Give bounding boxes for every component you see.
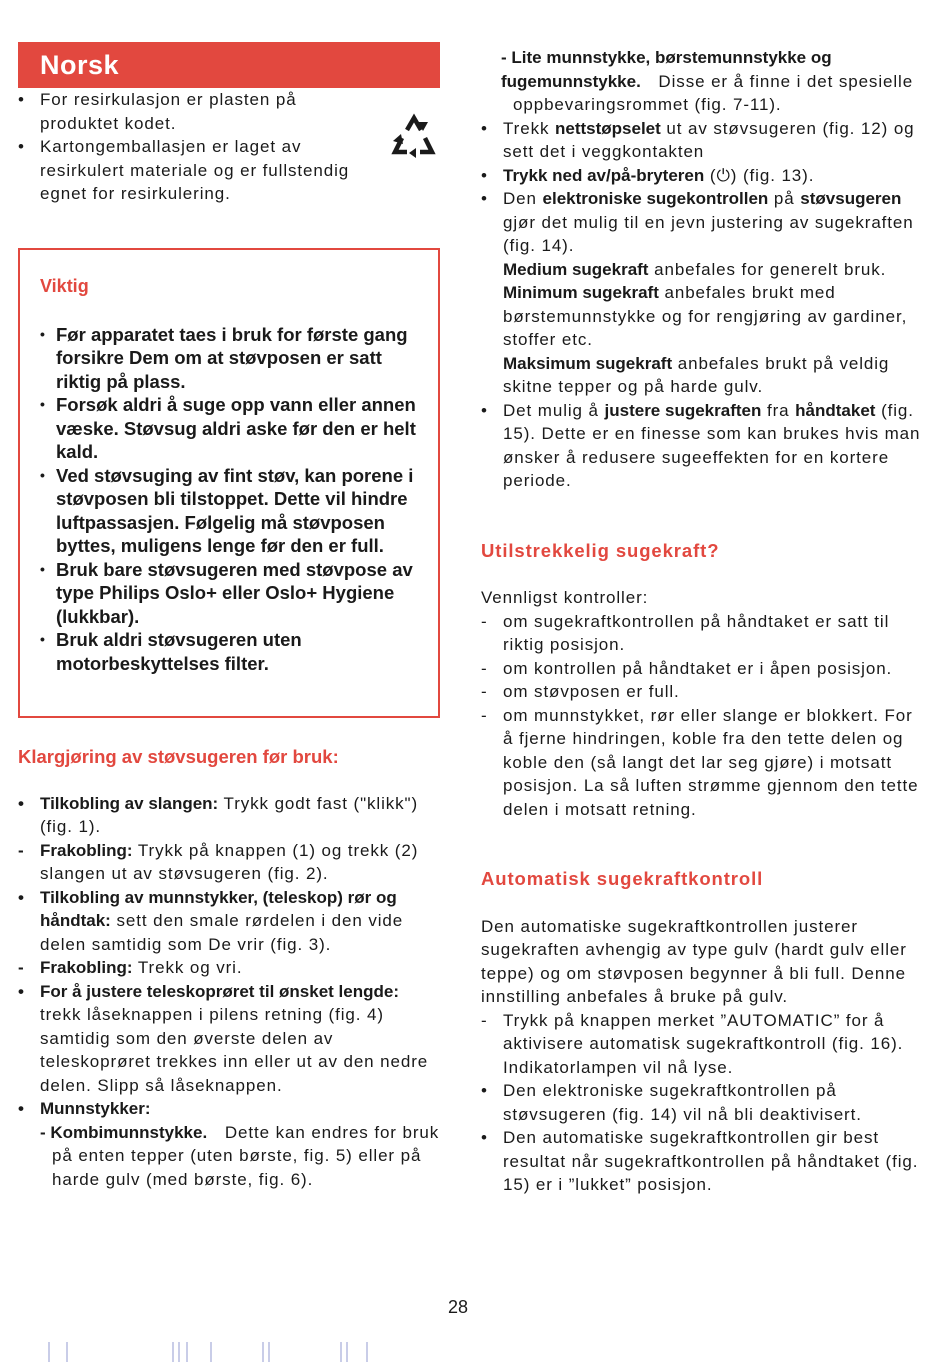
list-item: - om munnstykket, rør eller slange er blokkert. For å fjerne hindringen, koble fra den tette delen og koble den (så langt det lar seg gjøre) i motsatt posisjon. La så luften strømme gjennom den tette delen i motsatt retning. (481, 705, 919, 819)
list-item: • Tilkobling av munnstykker, (teleskop) rør og håndtak: sett den smale rørdelen i den vide delen samtidig som De vrir (fig. 3). (18, 887, 404, 954)
recycling-list (18, 88, 378, 206)
insufficient-intro: Vennligst kontroller: (481, 588, 649, 607)
list-item: • Tilkobling av slangen: Trykk godt fast ("klikk") (fig. 1). (18, 793, 419, 836)
page-number: 28 (448, 1297, 469, 1317)
suction-level: Maksimum sugekraft anbefales brukt på veldig skitne tepper og på harde gulv. (503, 353, 890, 396)
list-item: • Trekk nettstøpselet ut av støvsugeren (fig. 12) og sett det i veggkontakten (481, 118, 915, 161)
list-item: • Den automatiske sugekraftkontrollen gir best resultat når sugekraftkontrollen på håndtaket (fig. 15) er i ”lukket” posisjon. (481, 1128, 919, 1194)
suction-level: Medium sugekraft anbefales for generelt bruk. (503, 259, 887, 279)
list-item: - Trykk på knappen merket ”AUTOMATIC” for å aktivisere automatisk sugekraftkontroll (fig. 16). Indikatorlampen vil nå lyse. (481, 1010, 904, 1077)
left-column (18, 42, 440, 1191)
list-item: - om kontrollen på håndtaket er i åpen posisjon. (481, 658, 893, 678)
nozzle-item: - Kombimunnstykke. Dette kan endres for bruk på enten tepper (uten børste, fig. 5) eller på harde gulv (med børste, fig. 6). (40, 1122, 440, 1189)
usage-list (481, 117, 921, 493)
list-item: • For å justere teleskoprøret til ønsket lengde: trekk låseknappen i pilens retning (fig. 4) samtidig som den øverste delen av teleskoprøret trekkes inn eller ut av den nedre delen. Slipp så låseknappen. (18, 981, 429, 1095)
automatic-list (481, 1009, 921, 1197)
list-item: • Før apparatet taes i bruk for første gang forsikre Dem om at støvposen er satt riktig på plass. (40, 323, 408, 392)
section-heading-preparation: Klargjøring av støvsugeren før bruk: (18, 745, 339, 767)
list-item: • Bruk bare støvsugeren med støvpose av type Philips Oslo+ eller Oslo+ Hygiene (lukkbar). (40, 558, 413, 627)
list-item: • Ved støvsuging av fint støv, kan porene i støvposen bli tilstoppet. Dette vil hindre luftpassasjen. Følgelig må støvposen byttes, muligens lenge før den er full. (40, 464, 414, 556)
preparation-list (18, 792, 440, 1192)
section-heading-insufficient: Utilstrekkelig sugekraft? (481, 539, 720, 561)
automatic-intro: Den automatiske sugekraftkontrollen justerer sugekraften avhengig av type gulv (hardt gulv eller teppe) og om støvposen begynner å bli full. Denne innstilling anbefales å bruke på gulv. (481, 916, 907, 1006)
language-header (18, 42, 440, 88)
list-item: • Munnstykker: - Kombimunnstykke. Dette kan endres for bruk på enten tepper (uten børste, fig. 5) eller på harde gulv (med børste, fig. 6). (18, 1097, 440, 1191)
important-title: Viktig (40, 275, 89, 296)
list-item: • Bruk aldri støvsugeren uten motorbeskyttelses filter. (40, 629, 302, 674)
list-item: • Kartongemballasjen er laget av resirkulert materiale og er fullstendig egnet for resirkulering. (18, 137, 350, 203)
section-heading-automatic: Automatisk sugekraftkontroll (481, 868, 764, 889)
insufficient-list (481, 610, 921, 822)
list-item: • For resirkulasjon er plasten på produktet kodet. (18, 90, 297, 133)
list-item: • Den elektroniske sugekraftkontrollen på støvsugeren (fig. 14) vil nå bli deaktivisert. (481, 1081, 862, 1124)
list-item: - Frakobling: Trekk og vri. (18, 958, 243, 977)
list-item: - om støvposen er full. (481, 682, 680, 701)
suction-level: Minimum sugekraft anbefales brukt med børstemunnstykke og for rengjøring av gardiner, stoffer etc. (503, 283, 908, 349)
language-title: Norsk (40, 49, 120, 80)
list-item: - om sugekraftkontrollen på håndtaket er satt til riktig posisjon. (481, 611, 890, 654)
list-item: • Trykk ned av/på-bryteren (⏻) (fig. 13). (481, 165, 815, 185)
list-item: - Frakobling: Trykk på knappen (1) og trekk (2) slangen ut av støvsugeren (fig. 2). (18, 840, 419, 883)
nozzle-item: - Lite munnstykke, børstemunnstykke og fugemunnstykke. Disse er å finne i det spesielle oppbevaringsrommet (fig. 7-11). (501, 48, 914, 114)
list-item: • Forsøk aldri å suge opp vann eller annen væske. Støvsug aldri aske før den er helt kald. (40, 394, 416, 462)
right-column (481, 46, 921, 1197)
important-box (18, 248, 440, 718)
important-list (40, 323, 422, 676)
recycle-icon (385, 108, 443, 164)
list-item: • Den elektroniske sugekontrollen på støvsugeren gjør det mulig til en jevn justering av sugekraften (fig. 14). Medium sugekraft anbefales for generelt bruk. Minimum sugekraft anbefales brukt med børstemunnstykke og for rengjøring av gardiner, stoffer etc. Maksimum sugekraft anbefales brukt på veldig skitne tepper og på harde gulv. (481, 187, 921, 399)
list-item: • Det mulig å justere sugekraften fra håndtaket (fig. 15). Dette er en finesse som kan brukes hvis man ønsker å redusere sugeeffekten for en kortere periode. (481, 400, 921, 490)
